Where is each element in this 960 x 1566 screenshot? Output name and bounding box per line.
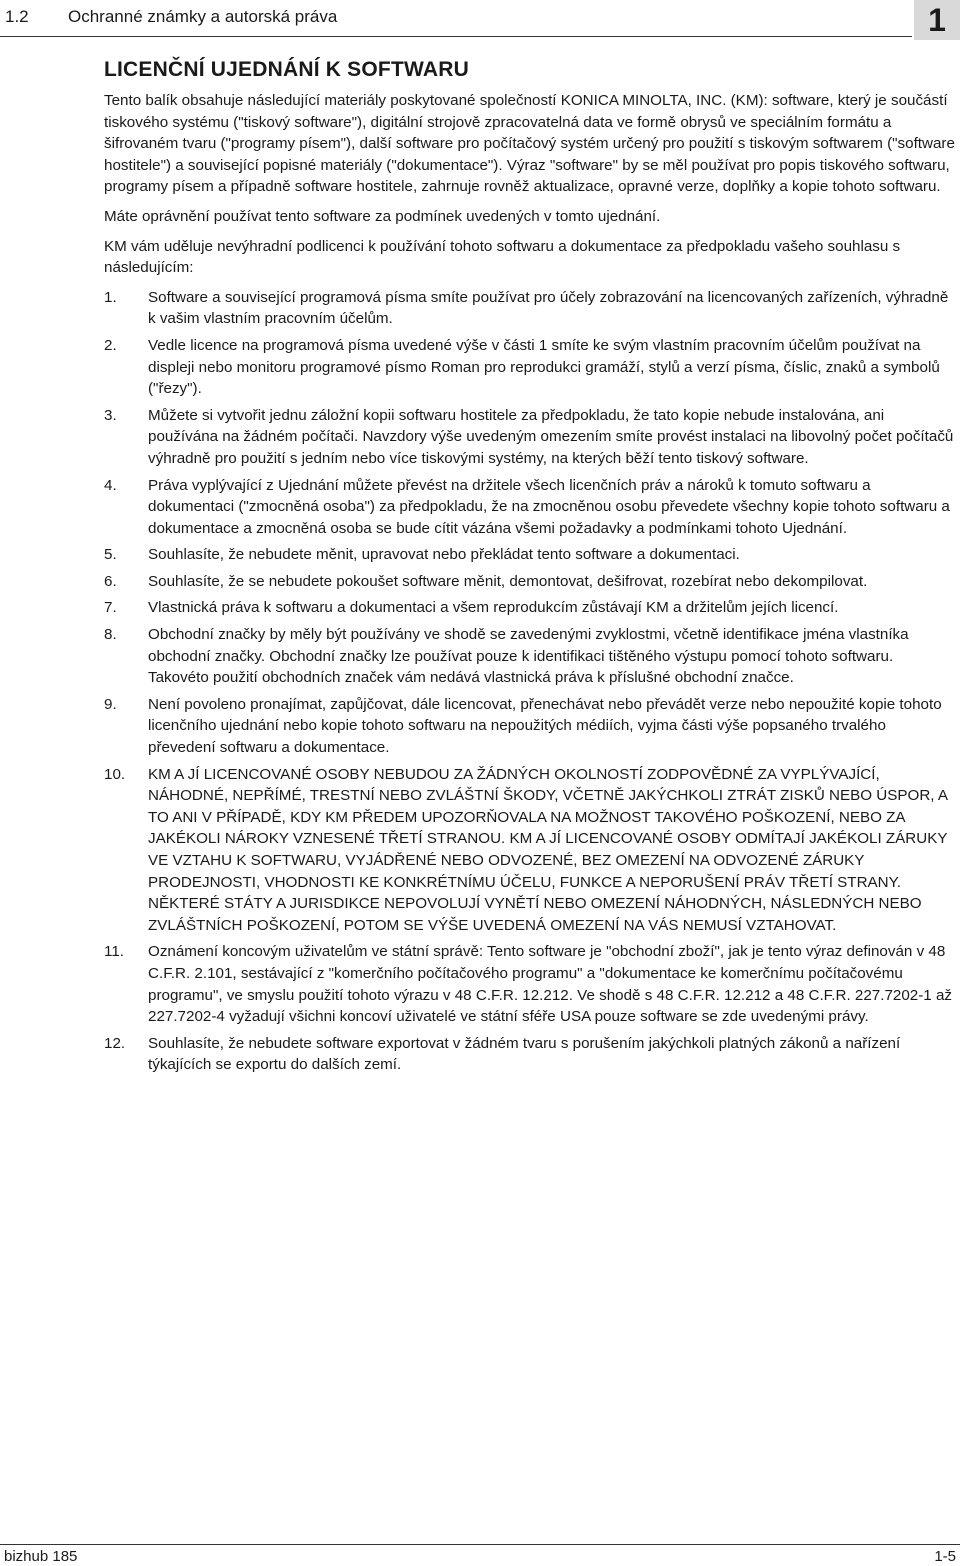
list-item-text: Oznámení koncovým uživatelům ve státní správě: Tento software je "obchodní zboží", jak je tento výraz definován v 48 C.F.R. 2.101, sestávající z "komerčního počítačového programu" a "dokumentace ke komerčnímu počítačovému programu", ve smyslu použití tohoto výrazu v 48 C.F.R. 12.212. Ve shodě s 48 C.F.R. 12.212 a 48 C.F.R. 227.7202-1 až 227.7202-4 vyžadují všichni koncoví uživatelé ve státní sféře USA pouze software se zde uvedenými právy. — [148, 943, 953, 1026]
list-item-text: Můžete si vytvořit jednu záložní kopii softwaru hostitele za předpokladu, že tato kopie nebude instalována, ani používána na žádném počítači. Navzdory výše uvedeným omezením smíte provést instalaci na libovolný počet počítačů výhradně pro použití s jedním nebo více tiskovými systémy, na kterých běží tento tiskový software. — [148, 406, 954, 467]
chapter-tab: 1 — [914, 0, 960, 40]
list-item — [104, 571, 956, 593]
list-item — [104, 764, 956, 937]
list-item — [104, 335, 956, 400]
list-item-number: 11. — [104, 943, 124, 961]
list-item — [104, 1033, 956, 1076]
list-item-text: KM A JÍ LICENCOVANÉ OSOBY NEBUDOU ZA ŽÁDNÝCH OKOLNOSTÍ ZODPOVĚDNÉ ZA VYPLÝVAJÍCÍ, NÁHODNÉ, NEPŘÍMÉ, TRESTNÍ NEBO ZVLÁŠTNÍ ŠKODY, VČETNĚ JAKÝCHKOLI ZTRÁT ZISKŮ NEBO ÚSPOR, A TO ANI V PŘÍPADĚ, KDY KM PŘEDEM UPOZORŇOVALA NA MOŽNOST TAKOVÉHO POŠKOZENÍ, NEBO ZA JAKÉKOLI NÁROKY VZNESENÉ TŘETÍ STRANOU. KM A JÍ LICENCOVANÉ OSOBY ODMÍTAJÍ JAKÉKOLI ZÁRUKY VE VZTAHU K SOFTWARU, VYJÁDŘENÉ NEBO ODVOZENÉ, BEZ OMEZENÍ NA ODVOZENÉ ZÁRUKY PRODEJNOSTI, VHODNOSTI KE KONKRÉTNÍMU ÚČELU, FUNKCE A NEPORUŠENÍ PRÁV TŘETÍ STRANY. NĚKTERÉ STÁTY A JURISDIKCE NEPOVOLUJÍ VYNĚTÍ NEBO OMEZENÍ NÁHODNÝCH, NÁSLEDNÝCH NEBO ZVLÁŠTNÍCH POŠKOZENÍ, POTOM SE VÝŠE UVEDENÁ OMEZENÍ NA VÁS NEMUSÍ VZTAHOVAT. — [148, 765, 948, 934]
list-item-text: Souhlasíte, že nebudete měnit, upravovat nebo překládat tento software a dokumentaci. — [148, 546, 740, 564]
list-item-number: 7. — [104, 599, 117, 617]
list-item-number: 10. — [104, 765, 126, 783]
list-item — [104, 475, 956, 540]
list-item-text: Software a související programová písma smíte používat pro účely zobrazování na licencovaných zařízeních, výhradně k vašim vlastním pracovním účelům. — [148, 288, 949, 328]
list-item-number: 5. — [104, 546, 117, 564]
main-content — [104, 58, 956, 1081]
list-item — [104, 544, 956, 566]
list-item — [104, 597, 956, 619]
footer-divider — [0, 1544, 960, 1545]
list-item-text: Vedle licence na programová písma uvedené výše v části 1 smíte ke svým vlastním pracovním účelům používat na displeji nebo monitoru programové písmo Roman pro reprodukci gramáží, stylů a verzí písma, číslic, znaků a symbolů ("řezy"). — [148, 336, 940, 398]
header-divider — [0, 36, 912, 37]
list-item-text: Vlastnická práva k softwaru a dokumentaci a všem reprodukcím zůstávají KM a držitelům jejích licencí. — [148, 599, 839, 617]
footer-page-number: 1-5 — [934, 1548, 956, 1565]
list-item — [104, 624, 956, 689]
list-item-number: 3. — [104, 406, 117, 424]
sublicense-paragraph: KM vám uděluje nevýhradní podlicenci k používání tohoto softwaru a dokumentace za předpokladu vašeho souhlasu s následujícím: — [104, 237, 901, 277]
section-number: 1.2 — [5, 7, 29, 26]
list-item-number: 8. — [104, 626, 117, 644]
list-item — [104, 941, 956, 1027]
list-item-number: 9. — [104, 695, 117, 713]
list-item-number: 12. — [104, 1034, 126, 1052]
footer-product-name: bizhub 185 — [4, 1548, 78, 1565]
section-title: Ochranné známky a autorská práva — [68, 7, 338, 26]
intro-paragraph: Tento balík obsahuje následující materiály poskytované společností KONICA MINOLTA, INC. (KM): software, který je součástí tiskového systému ("tiskový software"), digitální strojově zpracovatelná data ve formě obrysů ve speciálním formátu a šifrovaném tvaru ("programy písem"), další software pro počítačový systém určený pro použití s tiskovým softwarem ("software hostitele") a související popisné materiály ("dokumentace"). Výraz "software" by se měl používat pro popis tiskového softwaru, programy písem a případně software hostitele, zahrnuje rovněž aktualizace, opravné verze, doplňky a kopie tohoto softwaru. — [104, 92, 955, 196]
page-header — [0, 0, 960, 42]
page-title: LICENČNÍ UJEDNÁNÍ K SOFTWARU — [104, 58, 469, 81]
list-item-text: Souhlasíte, že nebudete software exportovat v žádném tvaru s porušením jakýchkoli platných zákonů a nařízení týkajících se exportu do dalších zemí. — [148, 1034, 901, 1074]
list-item — [104, 405, 956, 470]
list-item-text: Obchodní značky by měly být používány ve shodě se zavedenými zvyklostmi, včetně identifikace jména vlastníka obchodní značky. Obchodní značky lze používat pouze k identifikaci tištěného výstupu pomocí tohoto softwaru. Takovéto použití obchodních značek vám nedává vlastnická práva k příslušné obchodní značce. — [148, 626, 909, 687]
list-item-number: 6. — [104, 572, 117, 590]
page-footer — [0, 1540, 960, 1566]
list-item-number: 4. — [104, 476, 117, 494]
list-item-number: 2. — [104, 336, 117, 354]
list-item — [104, 287, 956, 330]
list-item-text: Souhlasíte, že se nebudete pokoušet software měnit, demontovat, dešifrovat, rozebírat nebo dekompilovat. — [148, 572, 868, 590]
list-item-text: Není povoleno pronajímat, zapůjčovat, dále licencovat, přenechávat nebo převádět verze nebo nepoužité kopie tohoto licenčního ujednání nebo kopie tohoto softwaru na nepoužitých médiích, vyjma části výše popsaného trvalého převedení softwaru a dokumentace. — [148, 695, 942, 757]
list-item-text: Práva vyplývající z Ujednání můžete převést na držitele všech licenčních práv a nároků k tomuto softwaru a dokumentaci ("zmocněná osoba") za předpokladu, že na zmocněnou osobu převedete všechny kopie tohoto softwaru a dokumentace a zmocněná osoba se bude cítit vázána všemi požadavky a podmínkami tohoto Ujednání. — [148, 476, 950, 537]
license-terms-list — [104, 287, 956, 1076]
list-item-number: 1. — [104, 288, 117, 306]
list-item — [104, 694, 956, 759]
permission-paragraph: Máte oprávnění používat tento software za podmínek uvedených v tomto ujednání. — [104, 207, 661, 225]
